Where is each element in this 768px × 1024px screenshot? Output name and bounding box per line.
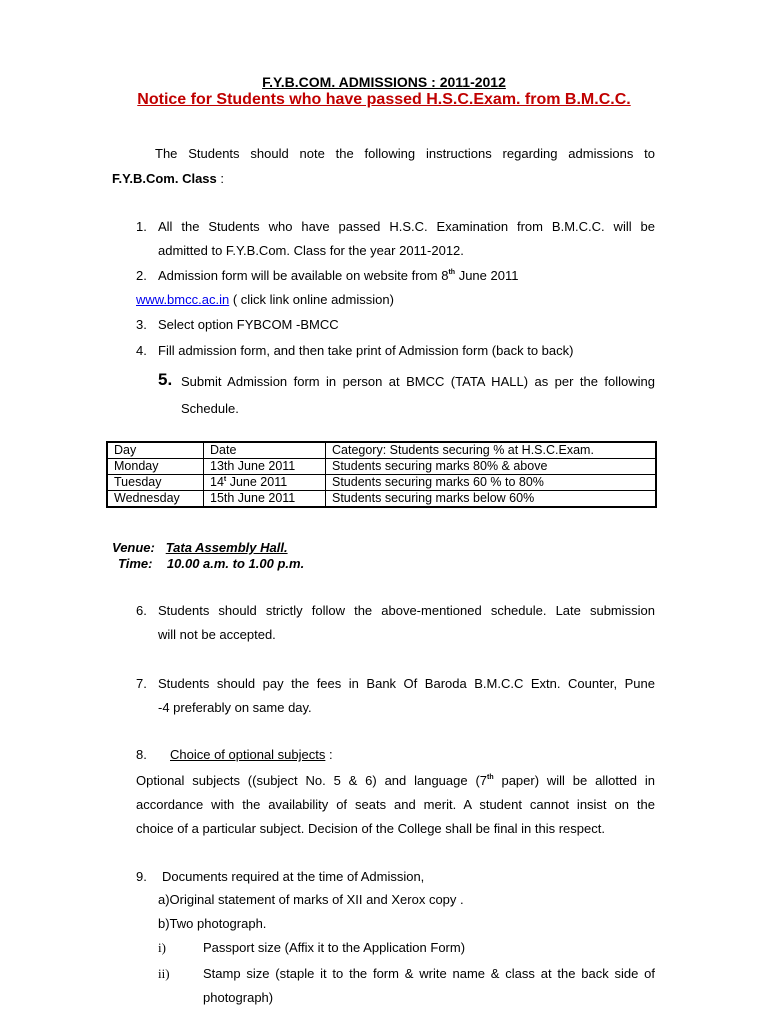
item-4-number: 4. <box>136 343 147 358</box>
time-line <box>118 556 304 571</box>
schedule-header-category: Category: Students securing % at H.S.C.Exam. <box>326 442 657 459</box>
item-6-line-1: Students should strictly follow the above-mentioned schedule. Late submission <box>158 603 655 618</box>
item-7-line-1: Students should pay the fees in Bank Of Baroda B.M.C.C Extn. Counter, Pune <box>158 676 655 691</box>
intro-class-name: F.Y.B.Com. Class <box>112 171 217 186</box>
item-8-heading-line <box>170 747 333 762</box>
item-6-number: 6. <box>136 603 147 618</box>
item-4-text: Fill admission form, and then take print of Admission form (back to back) <box>158 343 574 358</box>
item-2-line-1 <box>158 268 518 283</box>
item-3-text: Select option FYBCOM -BMCC <box>158 317 339 332</box>
item-9-text: Documents required at the time of Admission, <box>162 869 425 884</box>
item-1-line-1: All the Students who have passed H.S.C. Examination from B.M.C.C. will be <box>158 219 655 234</box>
schedule-date: 13th June 2011 <box>204 459 326 475</box>
intro-line-2 <box>112 171 224 186</box>
item-8-para-line-1 <box>136 773 655 788</box>
item-2-superscript: th <box>448 269 456 276</box>
schedule-category: Students securing marks 60 % to 80% <box>326 475 657 491</box>
item-9-ii-number: ii) <box>158 966 170 981</box>
website-link-note: ( click link online admission) <box>229 292 394 307</box>
table-row <box>107 459 656 475</box>
venue-value: Tata Assembly Hall. <box>165 540 288 555</box>
item-2-date: June 2011 <box>455 268 519 283</box>
schedule-date <box>204 475 326 491</box>
item-6-line-2: will not be accepted. <box>158 627 276 642</box>
item-5-line-1: Submit Admission form in person at BMCC (TATA HALL) as per the following <box>181 374 655 389</box>
item-3-number: 3. <box>136 317 147 332</box>
schedule-day: Tuesday <box>107 475 204 491</box>
schedule-category: Students securing marks below 60% <box>326 491 657 508</box>
item-5-number: 5. <box>158 370 173 389</box>
item-8-number: 8. <box>136 747 147 762</box>
item-5-line-2: Schedule. <box>181 401 239 416</box>
item-8-para-line-3: choice of a particular subject. Decision of the College shall be final in this respect. <box>136 821 605 836</box>
item-8-para-text-end: paper) will be allotted in <box>493 773 655 788</box>
time-label: Time: <box>118 556 153 571</box>
page-title: F.Y.B.COM. ADMISSIONS : 2011-2012 <box>262 74 506 90</box>
item-7-number: 7. <box>136 676 147 691</box>
item-1-number: 1. <box>136 219 147 234</box>
schedule-date-superscript: t <box>223 476 227 483</box>
item-9-b: b)Two photograph. <box>158 916 267 931</box>
schedule-category: Students securing marks 80% & above <box>326 459 657 475</box>
item-8-para-line-2: accordance with the availability of seats and merit. A student cannot insist on the <box>136 797 655 812</box>
item-8-superscript: th <box>487 774 494 781</box>
time-value: 10.00 a.m. to 1.00 p.m. <box>166 556 305 571</box>
venue-label: Venue: <box>112 540 155 555</box>
item-9-ii-line-1: Stamp size (staple it to the form & write name & class at the back side of <box>203 966 655 981</box>
item-9-i-number: i) <box>158 940 166 955</box>
schedule-date-rest: June 2011 <box>226 475 288 489</box>
item-7-line-2: -4 preferably on same day. <box>158 700 312 715</box>
intro-line-1: The Students should note the following instructions regarding admissions to <box>155 146 655 161</box>
schedule-day: Monday <box>107 459 204 475</box>
schedule-date: 15th June 2011 <box>204 491 326 508</box>
item-2-number: 2. <box>136 268 147 283</box>
item-2-text: Admission form will be available on website from 8 <box>158 268 449 283</box>
intro-colon: : <box>216 171 224 186</box>
schedule-header-date: Date <box>204 442 326 459</box>
schedule-table <box>106 441 657 508</box>
table-row <box>107 491 656 508</box>
item-9-i-text: Passport size (Affix it to the Application Form) <box>203 940 466 955</box>
schedule-header-day: Day <box>107 442 204 459</box>
website-link[interactable]: www.bmcc.ac.in <box>136 292 230 307</box>
item-8-para-text: Optional subjects ((subject No. 5 & 6) and language (7 <box>136 773 488 788</box>
item-2-line-2 <box>136 292 394 307</box>
notice-subtitle: Notice for Students who have passed H.S.C.Exam. from B.M.C.C. <box>137 91 631 108</box>
item-8-heading-colon: : <box>325 747 333 762</box>
item-9-ii-line-2: photograph) <box>203 990 274 1005</box>
item-1-line-2: admitted to F.Y.B.Com. Class for the year 2011-2012. <box>158 243 464 258</box>
item-8-heading: Choice of optional subjects <box>170 747 326 762</box>
schedule-date-day: 14 <box>210 475 224 489</box>
table-row <box>107 475 656 491</box>
schedule-header-row <box>107 442 656 459</box>
schedule-day: Wednesday <box>107 491 204 508</box>
item-9-a: a)Original statement of marks of XII and Xerox copy . <box>158 892 464 907</box>
item-9-number: 9. <box>136 869 147 884</box>
venue-line <box>112 540 288 555</box>
